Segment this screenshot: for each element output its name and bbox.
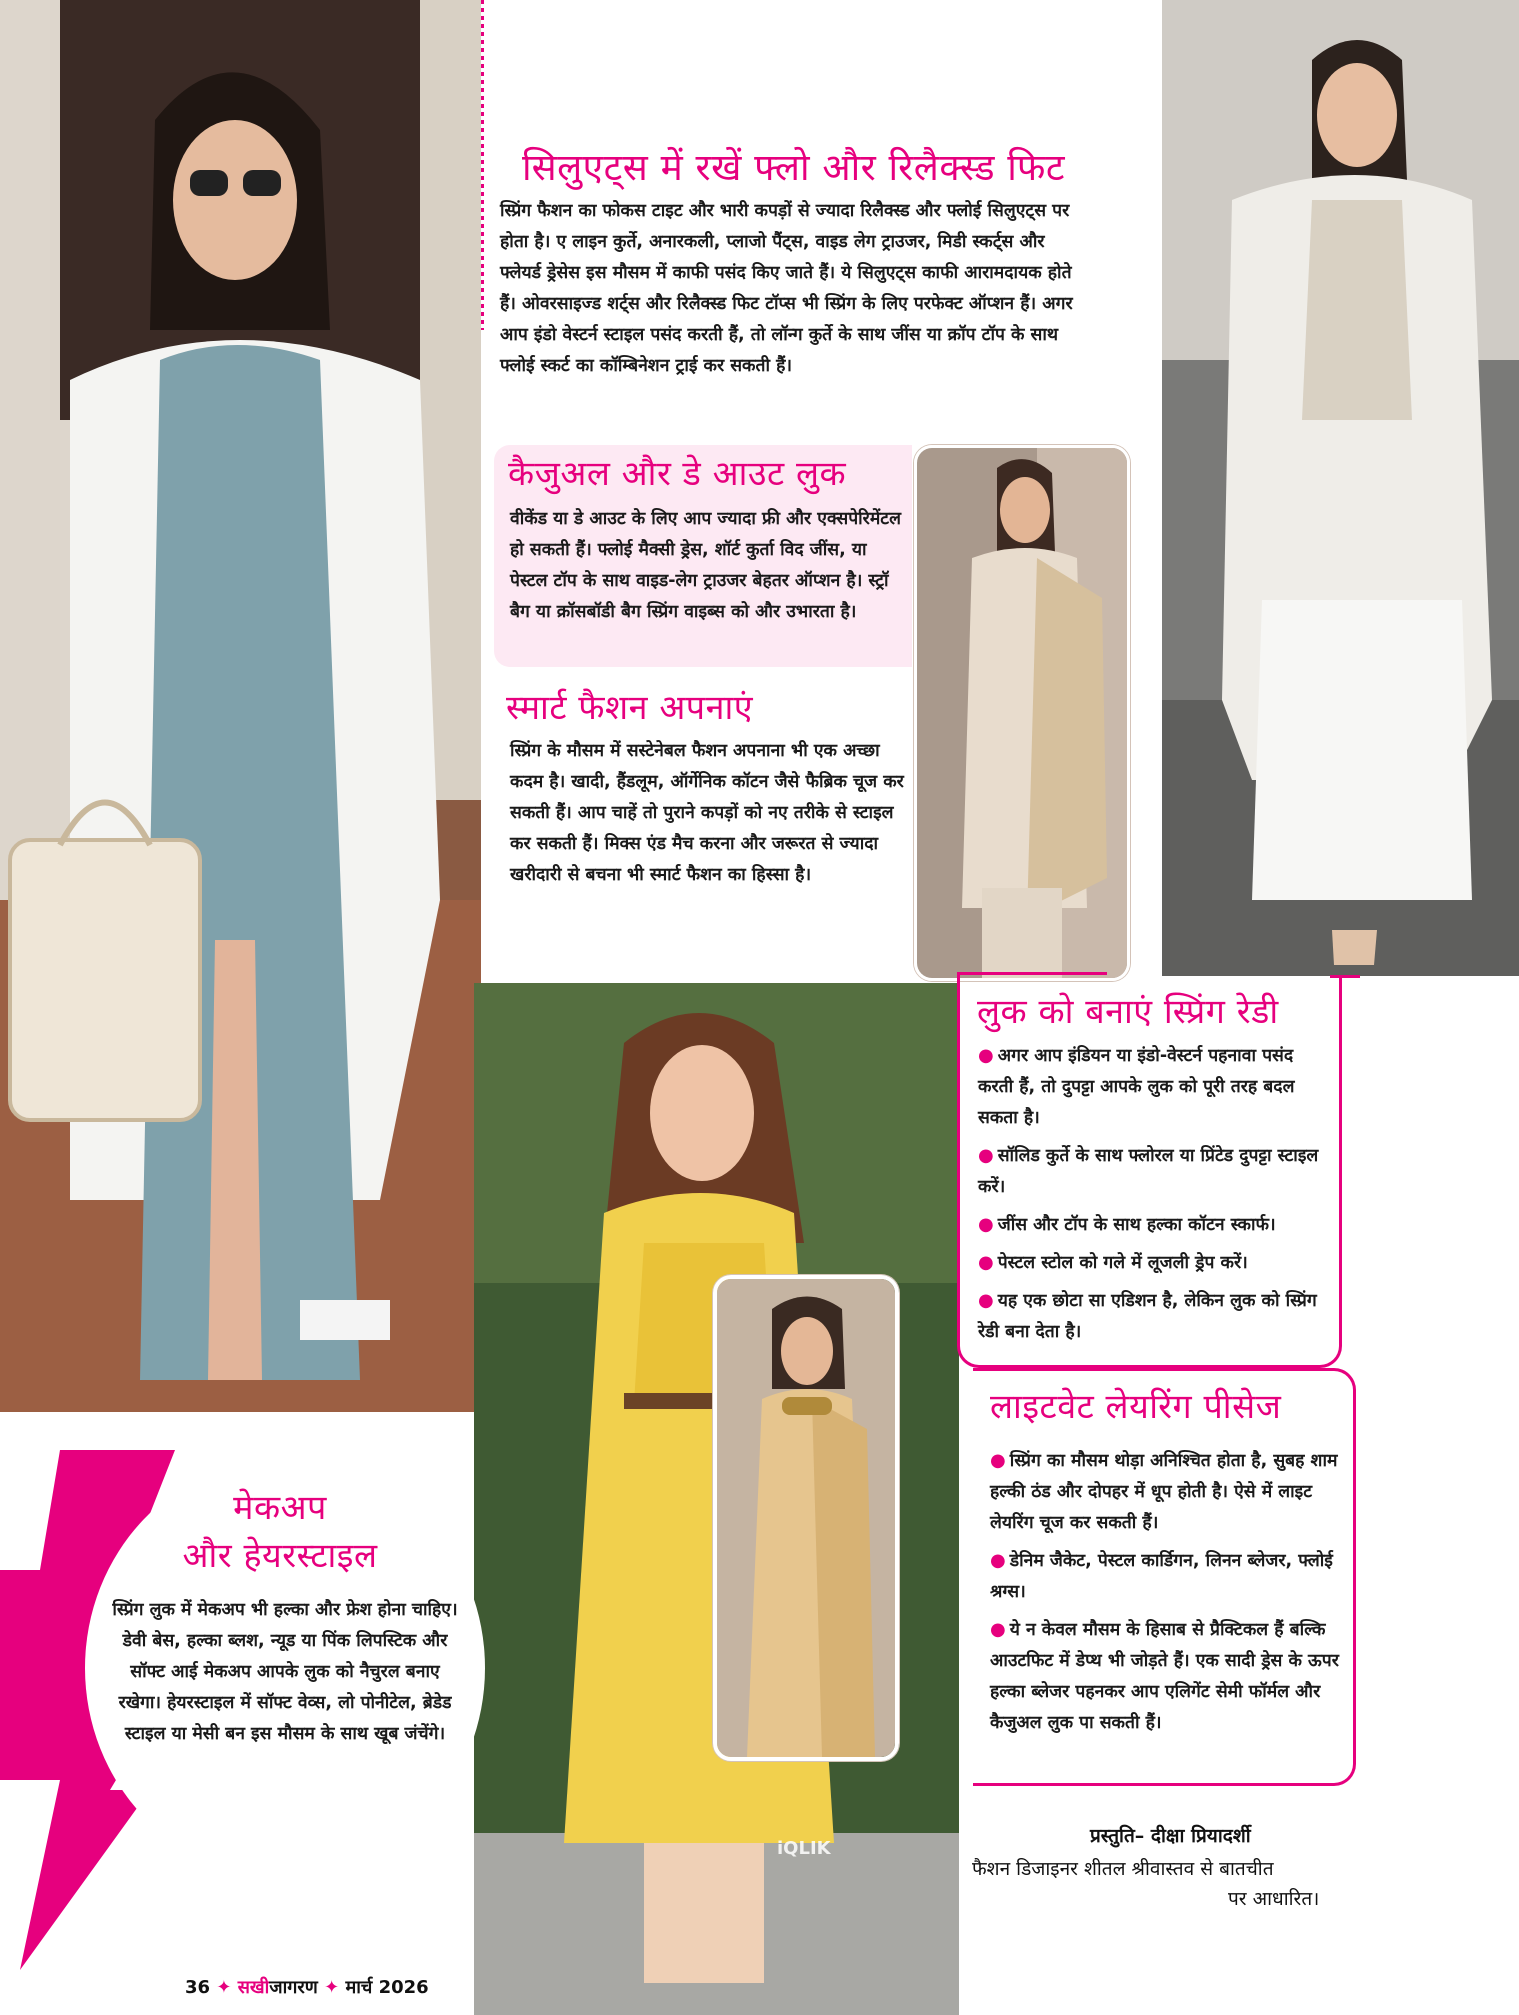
list-item [978,1285,1333,1348]
bullet-dot-icon: ● [990,1550,1006,1571]
heading-layering: लाइटवेट लेयरिंग पीसेज [990,1387,1282,1427]
heading-casual: कैजुअल और डे आउट लुक [508,454,847,494]
photo-woman-saree [713,1275,899,1761]
list-item [990,1545,1340,1608]
list-item-text: ये न केवल मौसम के हिसाब से प्रैक्टिकल हैं बल्कि आउटफिट में डेप्थ भी जोड़ते हैं। एक सादी ड्रेस के ऊपर हल्का ब्लेजर पहनकर आप एलिगेंट सेमी फॉर्मल और कैजुअल लुक पा सकती हैं। [990,1620,1339,1733]
spring-ready-connector [1330,975,1360,978]
layering-list [990,1445,1340,1745]
list-item-text: यह एक छोटा सा एडिशन है, लेकिन लुक को स्प्रिंग रेडी बना देता है। [978,1291,1317,1342]
bullet-dot-icon: ● [978,1252,994,1273]
bullet-dot-icon: ● [978,1214,994,1235]
credit-presenter: प्रस्तुति– दीक्षा प्रियादर्शी [1090,1825,1251,1847]
paragraph-makeup: स्प्रिंग लुक में मेकअप भी हल्का और फ्रेश होना चाहिए। डेवी बेस, हल्का ब्लश, न्यूड या पिंक लिपस्टिक और सॉफ्ट आई मेकअप आपके लुक को नैचुरल बनाए रखेगा। हेयरस्टाइल में सॉफ्ट वेव्स, लो पोनीटेल, ब्रेडेड स्टाइल या मेसी बन इस मौसम के साथ खूब जंचेंगे। [112,1600,458,1744]
makeup-title-block [140,1485,420,1581]
page-footer [185,1975,429,1999]
list-item [978,1247,1333,1279]
watermark-logo: iQLIK [777,1838,831,1859]
credit-line1: फैशन डिजाइनर शीतल श्रीवास्तव से बातचीत [972,1858,1274,1880]
photo-woman-white-coat [1162,0,1519,976]
paragraph-smart-fashion: स्प्रिंग के मौसम में सस्टेनेबल फैशन अपनाना भी एक अच्छा कदम है। खादी, हैंडलूम, ऑर्गेनिक कॉटन जैसे फैब्रिक चूज कर सकती हैं। आप चाहें तो पुराने कपड़ों को नए तरीके से स्टाइल कर सकती हैं। मिक्स एंड मैच करना और जरूरत से ज्यादा खरीदारी से बचना भी स्मार्ट फैशन का हिस्सा है। [510,741,904,885]
page-number: 36 [185,1977,211,1998]
list-item [990,1614,1340,1739]
paragraph-silhouettes: स्प्रिंग फैशन का फोकस टाइट और भारी कपड़ों से ज्यादा रिलैक्स्ड और फ्लोई सिलुएट्स पर होता है। ए लाइन कुर्ते, अनारकली, प्लाजो पैंट्स, वाइड लेग ट्राउजर, मिडी स्कर्ट्स और फ्लेयर्ड ड्रेसेस इस मौसम में काफी पसंद किए जाते हैं। ये सिलुएट्स काफी आरामदायक होते हैं। ओवरसाइज्ड शर्ट्स और रिलैक्स्ड फिट टॉप्स भी स्प्रिंग के लिए परफेक्ट ऑप्शन हैं। अगर आप इंडो वेस्टर्न स्टाइल पसंद करती हैं, तो लॉन्ग कुर्ते के साथ जींस या क्रॉप टॉप के साथ फ्लोई स्कर्ट का कॉम्बिनेशन ट्राई कर सकती हैं। [500,201,1073,376]
list-item [978,1140,1333,1203]
list-item-text: सॉलिड कुर्ते के साथ फ्लोरल या प्रिंटेड दुपट्टा स्टाइल करें। [978,1146,1319,1197]
bullet-dot-icon: ● [978,1145,994,1166]
list-item [990,1445,1340,1539]
issue-date: मार्च 2026 [345,1977,429,1998]
bullet-dot-icon: ● [978,1290,994,1311]
magazine-name-suffix: जागरण [269,1977,318,1998]
spring-ready-list [978,1040,1333,1354]
heading-smart-fashion: स्मार्ट फैशन अपनाएं [506,688,754,728]
heading-hairstyle: और हेयरस्टाइल [182,1536,378,1576]
heading-spring-ready: लुक को बनाएं स्प्रिंग रेडी [977,992,1279,1032]
list-item [978,1209,1333,1241]
bullet-dot-icon: ● [990,1619,1006,1640]
list-item-text: पेस्टल स्टोल को गले में लूजली ड्रेप करें। [997,1253,1248,1273]
photo-woman-beige-kurta [914,445,1130,981]
footer-star-icon: ✦ [216,1977,232,1998]
magazine-name-prefix: सखी [237,1977,270,1998]
bullet-dot-icon: ● [978,1045,994,1066]
heading-silhouettes: सिलुएट्स में रखें फ्लो और रिलैक्स्ड फिट [522,146,1066,189]
heading-makeup: मेकअप [233,1488,327,1528]
list-item-text: अगर आप इंडियन या इंडो-वेस्टर्न पहनावा पसंद करती हैं, तो दुपट्टा आपके लुक को पूरी तरह बदल सकता है। [978,1046,1295,1128]
list-item-text: जींस और टॉप के साथ हल्का कॉटन स्कार्फ। [997,1215,1276,1235]
list-item [978,1040,1333,1134]
photo-woman-white-shirt [0,0,481,1412]
list-item-text: स्प्रिंग का मौसम थोड़ा अनिश्चित होता है, सुबह शाम हल्की ठंड और दोपहर में धूप होती है। ऐसे में लाइट लेयरिंग चूज कर सकती हैं। [990,1451,1338,1533]
list-item-text: डेनिम जैकेट, पेस्टल कार्डिगन, लिनन ब्लेजर, फ्लोई श्रग्स। [990,1551,1333,1602]
spring-ready-card-top-edge [957,972,1107,975]
paragraph-casual: वीकेंड या डे आउट के लिए आप ज्यादा फ्री और एक्सपेरिमेंटल हो सकती हैं। फ्लोई मैक्सी ड्रेस, शॉर्ट कुर्ता विद जींस, या पेस्टल टॉप के साथ वाइड-लेग ट्राउजर बेहतर ऑप्शन है। स्ट्रॉ बैग या क्रॉसबॉडी बैग स्प्रिंग वाइब्स को और उभारता है। [510,509,901,622]
credit-line2: पर आधारित। [1228,1888,1320,1910]
bullet-dot-icon: ● [990,1450,1006,1471]
footer-star-icon: ✦ [324,1977,340,1998]
